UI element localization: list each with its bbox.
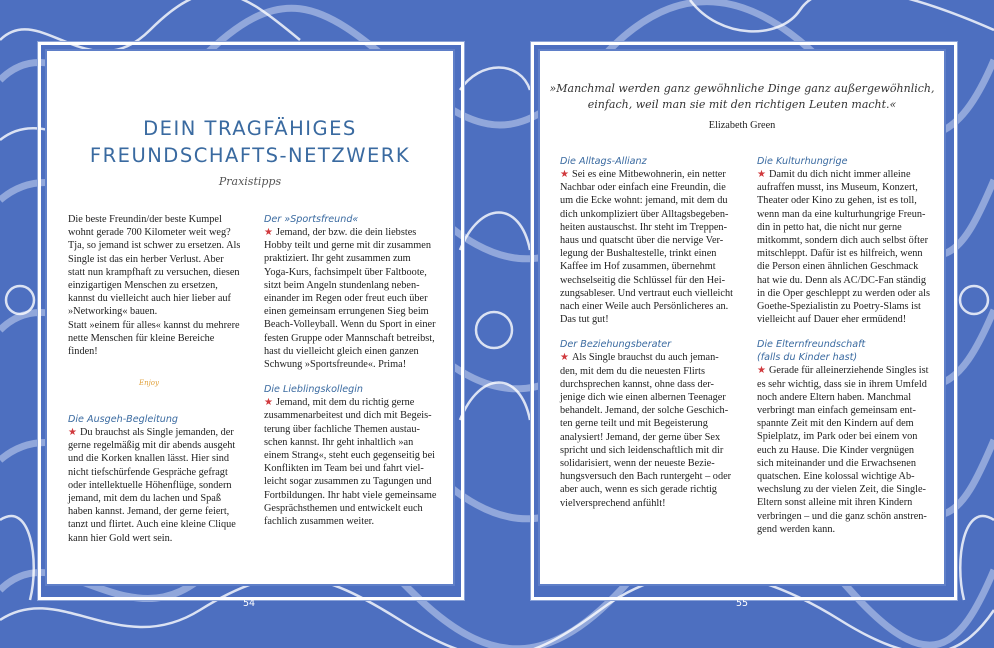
section-line: euch zu Hause. Die Kinder vergnügen: [757, 444, 915, 456]
section-line: Das tut gut!: [560, 314, 609, 326]
star-icon: ★: [757, 365, 766, 377]
intro-line: Die beste Freundin/der beste Kumpel: [68, 214, 222, 225]
section-line: verbringt man einfach gemeinsam ent-: [757, 405, 916, 417]
section-line: dich unkompliziert über Alltagsbegeben-: [560, 208, 729, 220]
intro-line: wohnt gerade 700 Kilometer weit weg?: [68, 227, 231, 239]
star-icon: ★: [560, 352, 569, 364]
intro-line: einzigartigen Menschen zu ersetzen,: [68, 280, 218, 292]
section-line: mitkommt, sondern dich auch selbst öfter: [757, 235, 929, 247]
quote-line: »Manchmal werden ganz gewöhnliche Dinge ganz außergewöhnlich,: [549, 82, 935, 95]
section-line: hat wie du. Denn als AC/DC-Fan ständig: [757, 274, 927, 286]
section-line: einander im Regen oder freut euch über: [264, 293, 428, 305]
section-line: Nachbar oder einfach eine Freundin, die: [560, 182, 726, 194]
section-line: wechslung zu der vielen Zeit, die Single-: [757, 484, 926, 496]
section-line: nicht tiefschürfende Gespräche gefragt: [68, 466, 228, 478]
section-line: und die Korken knallen lässt. Hier sind: [68, 453, 229, 465]
section-line: Theater oder Kino zu gehen, ist es toll,: [757, 195, 917, 207]
right-column: [757, 155, 942, 536]
section-heading: Die Lieblingskollegin: [264, 384, 364, 396]
section-line: Als Single brauchst du auch jeman-: [571, 352, 719, 364]
section-heading: Der Beziehungsberater: [560, 339, 672, 351]
intro-line: Statt »einem für alles« kannst du mehrere: [68, 319, 240, 331]
quote-line: einfach, weil man sie mit den richtigen Leuten macht.«: [587, 98, 897, 111]
section-line: wechselseitig die Schlüssel für den Hei-: [560, 274, 725, 286]
page-number-right: 55: [736, 598, 749, 609]
section-line: zungsableser. Und vertraut euch vielleicht: [560, 287, 733, 299]
intro-line: »Networking« bauen.: [68, 306, 158, 318]
section-line: hast du vielleicht gleich einen ganzen: [264, 345, 419, 357]
section-line: gerne regelmäßig mit dir abends ausgeht: [68, 440, 236, 452]
section-line: wenn man da eine kulturhungrige Freun-: [757, 208, 926, 220]
section-line: in die Oper geschleppt zu werden oder als: [757, 287, 930, 299]
section-line: praktiziert. Ihr geht zusammen zum: [264, 253, 411, 265]
section-line: solidarisiert, wenn der neueste Bezie-: [560, 458, 715, 470]
section-line: zusammenarbeitest und dich mit Begeis-: [264, 410, 432, 422]
left-page: [45, 49, 455, 586]
section-line: Eltern sonst alleine mit ihren Kindern: [757, 497, 913, 509]
section-line: vielversprechend anfühlt!: [560, 497, 666, 509]
section-heading: Der »Sportsfreund«: [264, 214, 359, 225]
section-line: hungsversuch den Bach runtergeht – oder: [560, 471, 732, 483]
intro-line: Single ist das ein herber Verlust. Aber: [68, 253, 224, 265]
section-line: behandelt. Jemand, der solche Geschich-: [560, 405, 729, 417]
section-line: spricht und sich leidenschaftlich mit dir: [560, 444, 724, 456]
section-line: Sei es eine Mitbewohnerin, ein netter: [571, 169, 726, 180]
section-ausgeh-begleitung: [68, 413, 248, 545]
section-line: Konflikten im Team bei und fahrt viel-: [264, 463, 424, 475]
right-column: [264, 213, 449, 528]
section-line: es sehr wichtig, dass sie in ihrem Umfeld: [757, 378, 927, 390]
intro-line: Tja, so jemand ist schwer zu ersetzen. Als: [68, 240, 241, 252]
right-page: [538, 49, 946, 586]
section-line: quatschen. Eine kolossal wichtige Ab-: [757, 471, 915, 483]
section-line: jenige dich wie einen albernen Teenager: [560, 392, 726, 404]
section-line: kann hier Gold wert sein.: [68, 532, 173, 544]
section-line: Du brauchst als Single jemanden, der: [79, 427, 234, 438]
section-line: Jemand, mit dem du richtig gerne: [275, 397, 415, 409]
section-line: um die Ecke wohnt: jemand, mit dem du: [560, 195, 728, 207]
section-line: jemand, mit dem du lachen und Spaß: [68, 493, 221, 505]
section-line: aufraffen musst, ins Museum, Konzert,: [757, 182, 918, 194]
section-line: einen gemeinsam errungenen Sieg beim: [264, 306, 429, 318]
section-line: Fortbildungen. Ihr habt viele gemeinsame: [264, 489, 437, 501]
intro-line: finden!: [68, 346, 98, 358]
section-line: ten gerne teilt und mit Begeisterung: [560, 418, 708, 430]
star-icon: ★: [560, 169, 569, 180]
section-line: festen Gruppe oder Mannschaft betreibst,: [264, 332, 435, 344]
section-heading: Die Ausgeh-Begleitung: [68, 414, 179, 425]
section-line: tanzt und flirtet. Auch eine kleine Clique: [68, 519, 236, 531]
section-line: Damit du dich nicht immer alleine: [768, 169, 911, 180]
section-line: gend werden kann.: [757, 523, 836, 535]
section-line: sitzt beim Angeln stundenlang neben-: [264, 279, 420, 291]
section-line: heiten austauschst. Ihr steht im Treppen-: [560, 221, 728, 233]
section-line: noch andere Eltern haben. Manchmal: [757, 391, 912, 403]
section-line: durchsprechen kannst, ohne dass der-: [560, 378, 714, 390]
section-line: schen kannst. Ihr geht inhaltlich »an: [264, 436, 414, 448]
section-line: Gerade für alleinerziehende Singles ist: [768, 365, 929, 377]
left-column: [68, 213, 248, 358]
intro-line: statt nun krampfhaft zu versuchen, diesen: [68, 266, 240, 278]
section-line: terung über fachliche Themen austau-: [264, 423, 420, 435]
section-line: Goethe-Spezialistin zu Poetry-Slams ist: [757, 301, 921, 313]
intro-line: kannst du vielleicht auch hier lieber auf: [68, 293, 231, 305]
section-line: leicht sogar zusammen zu Tagungen und: [264, 476, 432, 488]
section-line: Schwung »Sportsfreunde«. Prima!: [264, 359, 407, 371]
section-heading-sub: (falls du Kinder hast): [757, 352, 858, 364]
section-line: vielleicht auf Dauer eher ermüdend!: [757, 314, 907, 326]
section-line: Gesprächsthemen und entwickelt euch: [264, 502, 423, 514]
section-heading: Die Elternfreundschaft: [757, 339, 866, 351]
section-line: Hobby teilt und gerne mit dir zusammen: [264, 240, 432, 252]
section-line: fachlich zusammen weiter.: [264, 516, 375, 528]
section-line: legung der Bushaltestelle, trinkt einen: [560, 248, 717, 260]
section-line: spannte Zeit mit den Kindern auf dem: [757, 418, 914, 430]
title-line-2: FREUNDSCHAFTS-NETZWERK: [89, 144, 411, 167]
title-line-1: DEIN TRAGFÄHIGES: [143, 117, 357, 140]
star-icon: ★: [264, 227, 273, 238]
section-heading: Die Alltags-Allianz: [560, 156, 647, 167]
section-line: mitschleppt. Dafür ist es hilfreich, wenn: [757, 248, 923, 260]
quote: [540, 81, 944, 113]
intro-line: nette Menschen für kleine Bereiche: [68, 332, 215, 344]
section-line: Yoga-Kurs, fachsimpelt über Faltboote,: [264, 266, 427, 278]
section-line: Jemand, der bzw. die dein liebstes: [275, 227, 417, 238]
section-line: einem Strang«, steht euch gegenseitig bei: [264, 450, 435, 462]
subtitle: Praxistipps: [218, 175, 282, 188]
section-line: den, mit dem du die neuesten Flirts: [560, 365, 705, 377]
ornament: Enjoy: [139, 379, 159, 387]
star-icon: ★: [68, 427, 77, 438]
section-line: nach einer Weile auch Persönlicheres an.: [560, 301, 729, 313]
section-line: Beach-Volleyball. Wenn du Sport in einer: [264, 319, 436, 331]
page-title: [47, 115, 453, 169]
star-icon: ★: [757, 169, 766, 180]
left-column: [560, 155, 745, 510]
section-line: haus und quatscht über die nervige Ver-: [560, 235, 724, 247]
section-line: aber auch, wenn es sich gerade richtig: [560, 484, 717, 496]
section-line: oder intellektuelle Höhenflüge, sondern: [68, 479, 232, 491]
section-heading: Die Kulturhungrige: [757, 156, 848, 167]
section-line: sich miteinander und die Erwachsenen: [757, 457, 916, 469]
section-line: verbringen – und die ganz schön anstren-: [757, 510, 927, 522]
page-number-left: 54: [243, 598, 256, 609]
quote-author: Elizabeth Green: [708, 120, 776, 131]
section-line: die Person einen ähnlichen Geschmack: [757, 261, 919, 273]
section-line: analysiert! Jemand, der gerne über Sex: [560, 431, 721, 443]
section-line: Spielplatz, im Park oder bei einem von: [757, 431, 918, 443]
star-icon: ★: [264, 397, 273, 409]
section-line: din in petto hat, die nicht nur gerne: [757, 221, 902, 233]
section-line: Kaffee im Hof zusammen, übernehmt: [560, 261, 716, 273]
section-line: haben kannst. Jemand, der gerne feiert,: [68, 506, 230, 518]
